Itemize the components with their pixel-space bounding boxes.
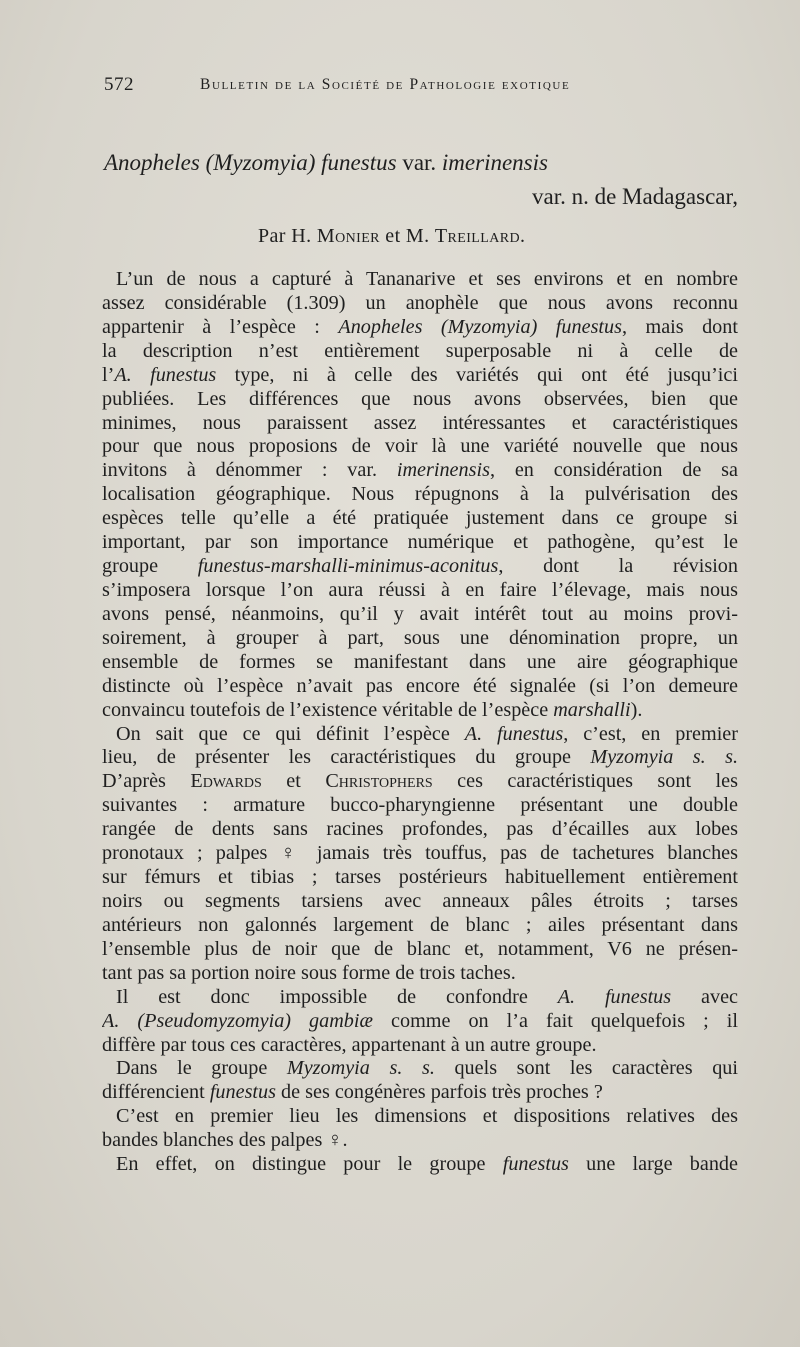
body-line: l’ensemble plus de noir que de blanc et, notamment, V6 ne présen- (102, 937, 738, 960)
body-line: bandes blanches des palpes ♀. (102, 1129, 348, 1152)
body-line: antérieurs non galonnés largement de blanc ; ailes présentant dans (102, 913, 738, 936)
body-line: la description n’est entièrement superposable ni à celle de (102, 339, 738, 362)
body-line: convaincu toutefois de l’existence véritable de l’espèce marshalli). (102, 698, 643, 721)
body-line: publiées. Les différences que nous avons observées, bien que (102, 387, 738, 410)
body-line: lieu, de présenter les caractéristiques du groupe Myzomyia s. s. (102, 746, 738, 769)
body-line: pour que nous proposions de voir là une variété nouvelle que nous (102, 435, 738, 458)
body-line: D’après Edwards et Christophers ces caractéristiques sont les (102, 770, 738, 793)
body-line: Il est donc impossible de confondre A. funestus avec (116, 985, 738, 1008)
body-line: s’imposera lorsque l’on aura réussi à en faire l’élevage, mais nous (102, 578, 738, 601)
title-variety: imerinensis (441, 150, 548, 175)
body-line: noirs ou segments tarsiens avec anneaux pâles étroits ; tarses (102, 889, 738, 912)
author-2: Treillard. (434, 225, 526, 247)
body-line: On sait que ce qui définit l’espèce A. funestus, c’est, en premier (116, 722, 738, 745)
authors-prefix: Par H. (258, 225, 312, 247)
body-line: tant pas sa portion noire sous forme de trois taches. (102, 961, 516, 984)
body-line: assez considérable (1.309) un anophèle que nous avons reconnu (102, 291, 738, 314)
body-line: avons pensé, néanmoins, qu’il y avait intérêt tout au moins provi- (102, 602, 738, 625)
body-line: différencient funestus de ses congénères parfois très proches ? (102, 1081, 603, 1104)
article-body (102, 268, 738, 1177)
body-line: ensemble de formes se manifestant dans une aire géographique (102, 650, 738, 673)
body-line: distincte où l’espèce n’avait pas encore été signalée (si l’on demeure (102, 674, 738, 697)
body-line: espèces telle qu’elle a été pratiquée justement dans ce groupe si (102, 507, 738, 530)
body-line: sur fémurs et tibias ; tarses postérieurs habituellement entièrement (102, 866, 738, 889)
body-line: appartenir à l’espèce : Anopheles (Myzomyia) funestus, mais dont (102, 315, 738, 338)
body-line: l’A. funestus type, ni à celle des variétés qui ont été jusqu’ici (102, 363, 738, 386)
body-line: En effet, on distingue pour le groupe funestus une large bande (116, 1153, 738, 1176)
body-line: soirement, à grouper à part, sous une dénomination propre, un (102, 626, 738, 649)
title-species: funestus (321, 150, 397, 175)
body-line: A. (Pseudomyzomyia) gambiæ comme on l’a fait quelquefois ; il (102, 1009, 738, 1032)
body-line: L’un de nous a capturé à Tananarive et ses environs et en nombre (116, 268, 738, 290)
body-line: C’est en premier lieu les dimensions et dispositions relatives des (116, 1105, 738, 1128)
body-line: rangée de dents sans racines profondes, pas d’écailles aux lobes (102, 818, 738, 841)
body-line: pronotaux ; palpes ♀ jamais très touffus, pas de tachetures blanches (102, 842, 738, 865)
body-line: invitons à dénommer : var. imerinensis, en considération de sa (102, 459, 738, 482)
article-title-line-1 (104, 150, 548, 176)
body-line: groupe funestus-marshalli-minimus-aconitus, dont la révision (102, 555, 738, 578)
body-line: localisation géographique. Nous répugnons à la pulvérisation des (102, 483, 738, 506)
page-number: 572 (104, 74, 134, 95)
body-line: important, par son importance numérique et pathogène, qu’est le (102, 531, 738, 554)
article-title-line-2: var. n. de Madagascar, (532, 184, 738, 209)
author-1: Monier (316, 225, 380, 247)
title-var-label: var. (402, 150, 437, 175)
article-authors (258, 225, 525, 248)
body-line: diffère par tous ces caractères, appartenant à un autre groupe. (102, 1033, 597, 1056)
body-line: minimes, nous paraissent assez intéressantes et caractéristiques (102, 411, 738, 434)
page-header (104, 74, 644, 102)
body-line: suivantes : armature bucco-pharyngienne présentant une double (102, 794, 738, 817)
body-line: Dans le groupe Myzomyia s. s. quels sont les caractères qui (116, 1057, 738, 1080)
title-subgenus: (Myzomyia) (205, 150, 316, 175)
authors-join: et M. (385, 225, 430, 247)
running-title: Bulletin de la Société de Pathologie exotique (200, 76, 571, 93)
title-genus: Anopheles (104, 150, 200, 175)
